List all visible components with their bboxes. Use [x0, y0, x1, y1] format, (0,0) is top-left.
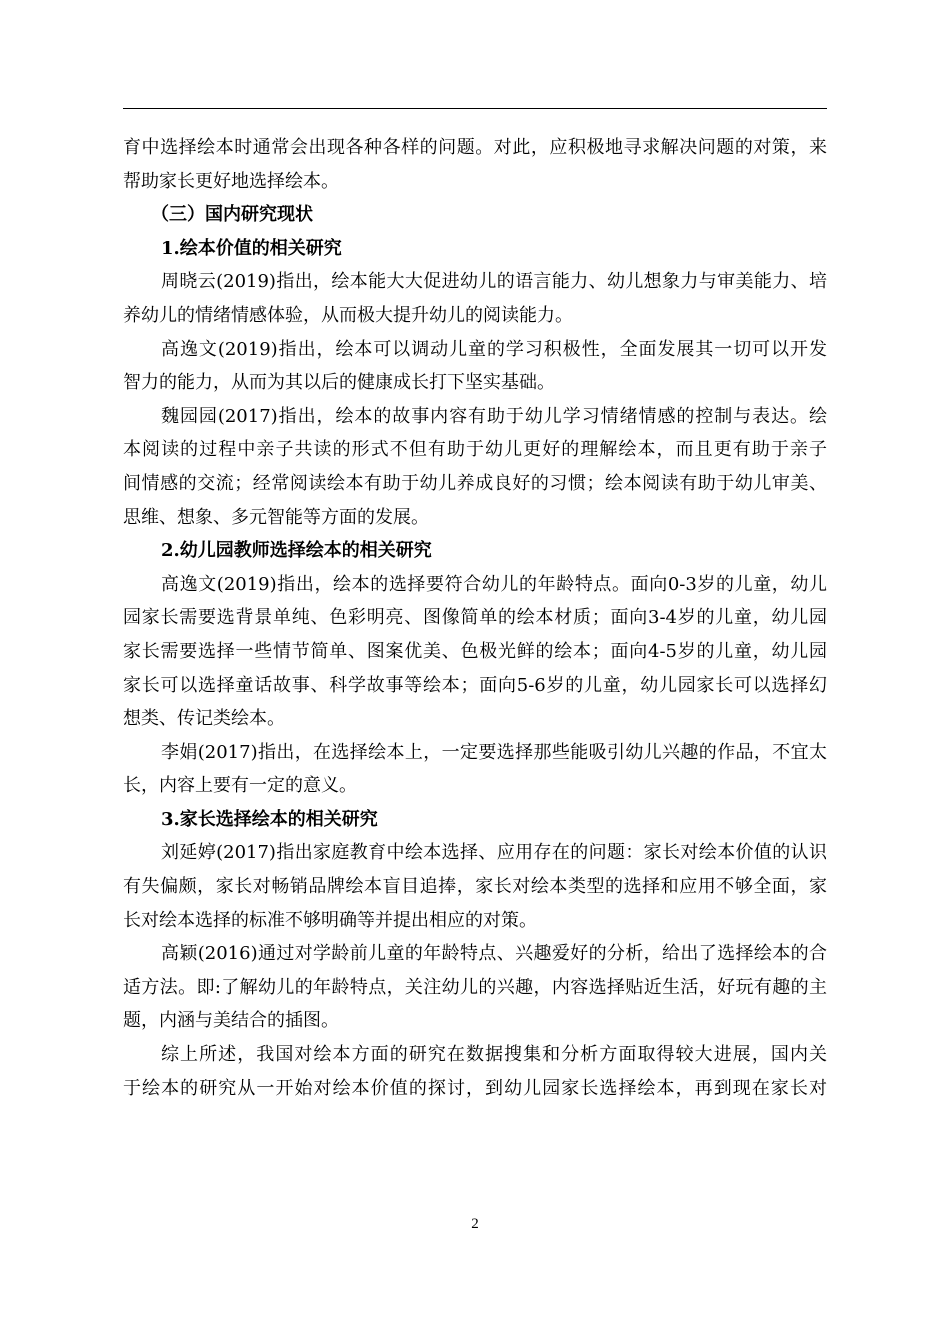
text-line: 本阅读的过程中亲子共读的形式不但有助于幼儿更好的理解绘本，而且更有助于亲子: [123, 439, 827, 461]
header-rule: [123, 108, 827, 109]
text-line: 长对绘本选择的标准不够明确等并提出相应的对策。: [123, 909, 537, 931]
subsection-heading: 2.幼儿园教师选择绘本的相关研究: [161, 540, 432, 562]
paragraph-first-line: 高颖(2016)通过对学龄前儿童的年龄特点、兴趣爱好的分析，给出了选择绘本的合: [161, 943, 827, 965]
subsection-heading: 3.家长选择绘本的相关研究: [161, 808, 378, 830]
text-line: 间情感的交流；经常阅读绘本有助于幼儿养成良好的习惯；绘本阅读有助于幼儿审美、: [123, 472, 827, 494]
subsection-heading: 1.绘本价值的相关研究: [161, 237, 342, 259]
text-line: 育中选择绘本时通常会出现各种各样的问题。对此，应积极地寻求解决问题的对策，来: [123, 137, 827, 158]
text-line: 想类、传记类绘本。: [123, 708, 285, 730]
text-line: 长，内容上要有一定的意义。: [123, 775, 357, 797]
text-line: 养幼儿的情绪情感体验，从而极大提升幼儿的阅读能力。: [123, 304, 573, 326]
paragraph-first-line: 刘延婷(2017)指出家庭教育中绘本选择、应用存在的问题：家长对绘本价值的认识: [161, 842, 827, 864]
text-line: 题，内涵与美结合的插图。: [123, 1010, 339, 1032]
document-body: [123, 131, 827, 1105]
text-line: 帮助家长更好地选择绘本。: [123, 170, 339, 192]
paragraph-first-line: 李娟(2017)指出，在选择绘本上，一定要选择那些能吸引幼儿兴趣的作品，不宜太: [161, 741, 827, 763]
section-heading: （三）国内研究现状: [151, 204, 313, 226]
paragraph-first-line: 高逸文(2019)指出，绘本可以调动儿童的学习积极性，全面发展其一切可以开发: [161, 338, 827, 360]
text-line: 于绘本的研究从一开始对绘本价值的探讨，到幼儿园家长选择绘本，再到现在家长对: [123, 1077, 827, 1099]
paragraph-first-line: 综上所述，我国对绘本方面的研究在数据搜集和分析方面取得较大进展，国内关: [161, 1044, 827, 1066]
text-line: 有失偏颇，家长对畅销品牌绘本盲目追捧，家长对绘本类型的选择和应用不够全面，家: [123, 876, 827, 898]
text-line: 智力的能力，从而为其以后的健康成长打下坚实基础。: [123, 372, 555, 394]
text-line: 家长需要选择一些情节简单、图案优美、色极光鲜的绘本；面向4-5岁的儿童，幼儿园: [123, 640, 827, 662]
paragraph-first-line: 魏园园(2017)指出，绘本的故事内容有助于幼儿学习情绪情感的控制与表达。绘: [161, 405, 827, 427]
text-line: 家长可以选择童话故事、科学故事等绘本；面向5-6岁的儿童，幼儿园家长可以选择幻: [123, 674, 827, 696]
page-number: 2: [471, 1216, 479, 1232]
text-line: 适方法。即:了解幼儿的年龄特点，关注幼儿的兴趣，内容选择贴近生活，好玩有趣的主: [123, 976, 827, 998]
paragraph-first-line: 周晓云(2019)指出，绘本能大大促进幼儿的语言能力、幼儿想象力与审美能力、培: [161, 271, 827, 293]
text-line: 思维、想象、多元智能等方面的发展。: [123, 506, 429, 528]
paragraph-first-line: 高逸文(2019)指出，绘本的选择要符合幼儿的年龄特点。面向0-3岁的儿童，幼儿: [161, 573, 827, 595]
text-line: 园家长需要选背景单纯、色彩明亮、图像简单的绘本材质；面向3-4岁的儿童，幼儿园: [123, 607, 827, 629]
